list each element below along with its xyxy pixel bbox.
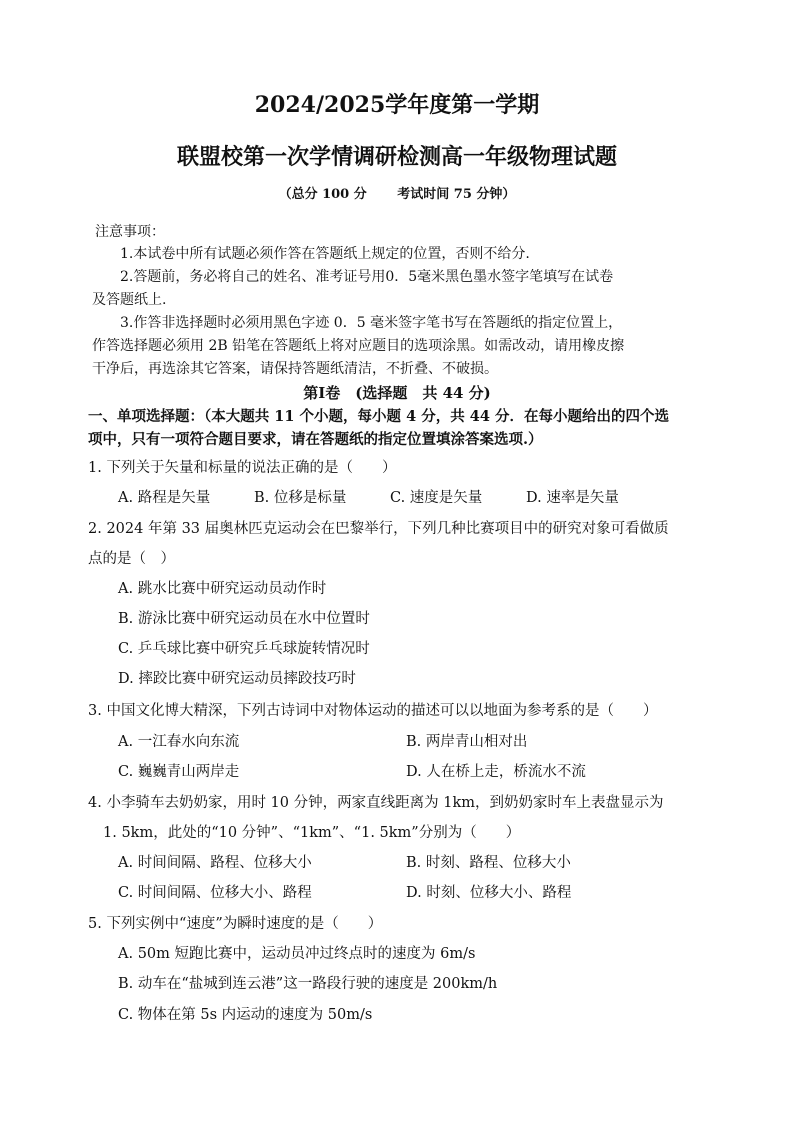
question-1-option-c: C. 速度是矢量 bbox=[390, 490, 483, 506]
section-instruction-line-1: 一、单项选择题：（本大题共 11 个小题，每小题 4 分，共 44 分．在每小题给出的四个选 bbox=[88, 408, 669, 425]
notes-item-3-line-3: 干净后，再选涂其它答案，请保持答题纸清洁，不折叠、不破损。 bbox=[92, 361, 498, 377]
question-3-stem: 3. 中国文化博大精深，下列古诗词中对物体运动的描述可以以地面为参考系的是（ ） bbox=[88, 703, 658, 719]
question-3-option-c: C. 巍巍青山两岸走 bbox=[118, 764, 240, 780]
question-1-option-b: B. 位移是标量 bbox=[254, 490, 347, 506]
question-2-option-b: B. 游泳比赛中研究运动员在水中位置时 bbox=[118, 611, 370, 627]
question-3-option-b: B. 两岸青山相对出 bbox=[406, 734, 528, 750]
question-2-option-a: A. 跳水比赛中研究运动员动作时 bbox=[118, 581, 327, 597]
question-4-options-row-1 bbox=[118, 851, 571, 872]
question-5-option-a: A. 50m 短跑比赛中，运动员冲过终点时的速度为 6m/s bbox=[118, 946, 476, 962]
question-4-option-c: C. 时间间隔、位移大小、路程 bbox=[118, 885, 312, 901]
question-4-options-row-2 bbox=[118, 881, 571, 902]
exam-title: 联盟校第一次学情调研检测高一年级物理试题 bbox=[176, 144, 617, 170]
exam-subtitle: （总分 100 分 考试时间 75 分钟） bbox=[278, 187, 516, 202]
question-5-option-b: B. 动车在“盐城到连云港”这一路段行驶的速度是 200km/h bbox=[118, 976, 498, 992]
question-4-option-a: A. 时间间隔、路程、位移大小 bbox=[118, 855, 312, 871]
section-title: 第Ⅰ卷 (选择题 共 44 分) bbox=[303, 384, 491, 402]
notes-item-2-line-1: 2.答题前，务必将自己的姓名、准考证号用0．5毫米黑色墨水签字笔填写在试卷 bbox=[120, 269, 614, 285]
question-2-option-d: D. 摔跤比赛中研究运动员摔跤技巧时 bbox=[118, 671, 356, 687]
question-2-option-c: C. 乒乓球比赛中研究乒乓球旋转情况时 bbox=[118, 641, 370, 657]
exam-term-title: 2024/2025学年度第一学期 bbox=[254, 92, 540, 118]
question-3-options-row-2 bbox=[118, 760, 586, 781]
question-4-option-d: D. 时刻、位移大小、路程 bbox=[406, 885, 572, 901]
question-1-option-d: D. 速率是矢量 bbox=[526, 490, 619, 506]
notes-heading: 注意事项： bbox=[95, 224, 165, 240]
question-4-option-b: B. 时刻、路程、位移大小 bbox=[406, 855, 571, 871]
question-3-option-d: D. 人在桥上走，桥流水不流 bbox=[406, 764, 586, 780]
question-2-stem-line-2: 点的是（ ） bbox=[88, 551, 175, 567]
notes-item-3-line-1: 3.作答非选择题时必须用黑色字迹 0．5 毫米签字笔书写在答题纸的指定位置上， bbox=[120, 315, 623, 331]
question-3-options-row-1 bbox=[118, 730, 527, 751]
question-5-stem: 5. 下列实例中“速度”为瞬时速度的是（ ） bbox=[88, 916, 383, 932]
question-1-options bbox=[118, 486, 619, 507]
question-5-option-c: C. 物体在第 5s 内运动的速度为 50m/s bbox=[118, 1007, 373, 1023]
notes-item-1: 1.本试卷中所有试题必须作答在答题纸上规定的位置，否则不给分. bbox=[120, 246, 530, 262]
question-4-stem-line-2: 1. 5km，此处的“10 分钟”、“1km”、“1. 5km”分别为（ ） bbox=[103, 825, 521, 841]
question-4-stem-line-1: 4. 小李骑车去奶奶家，用时 10 分钟，两家直线距离为 1km，到奶奶家时车上表盘显示为 bbox=[88, 795, 664, 811]
question-2-stem-line-1: 2. 2024 年第 33 届奥林匹克运动会在巴黎举行，下列几种比赛项目中的研究对象可看做质 bbox=[88, 521, 669, 537]
section-instruction-line-2: 项中，只有一项符合题目要求，请在答题纸的指定位置填涂答案选项.） bbox=[88, 431, 543, 448]
question-1-stem: 1. 下列关于矢量和标量的说法正确的是（ ） bbox=[88, 460, 397, 476]
notes-item-3-line-2: 作答选择题必须用 2B 铅笔在答题纸上将对应题目的选项涂黑。如需改动，请用橡皮擦 bbox=[92, 338, 625, 354]
question-1-option-a: A. 路程是矢量 bbox=[118, 490, 211, 506]
question-3-option-a: A. 一江春水向东流 bbox=[118, 734, 240, 750]
notes-item-2-line-2: 及答题纸上. bbox=[92, 292, 167, 308]
